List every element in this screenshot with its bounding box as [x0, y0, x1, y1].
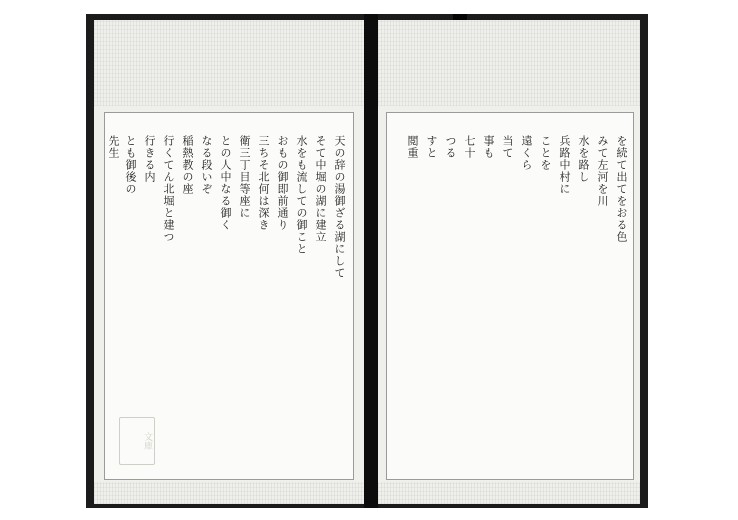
text-column: 三ちそ北何は深き — [257, 135, 270, 231]
text-column: 天の辞の湯御ざる湖にして — [333, 135, 346, 279]
text-column: なる段いぞ — [200, 135, 213, 195]
book-spine — [364, 14, 378, 508]
text-column: 事も — [482, 135, 495, 159]
left-page-top-margin — [94, 20, 364, 106]
right-page-top-margin — [378, 20, 640, 106]
text-column: 行くてん北堀と建つ — [162, 135, 175, 243]
open-book — [86, 14, 648, 508]
text-column: 稲熱教の座 — [181, 135, 194, 195]
text-column: 遠くら — [520, 135, 533, 171]
library-stamp: 文庫 — [119, 417, 155, 465]
text-column: 兵路中村に — [558, 135, 571, 195]
text-column: 閲重 — [406, 135, 419, 159]
text-column: 水をも流しての御こと — [295, 135, 308, 255]
text-column: ことを — [539, 135, 552, 171]
right-page-text-frame — [386, 112, 634, 480]
text-column: すと — [425, 135, 438, 159]
text-column: 衛三丁目等座に — [238, 135, 251, 219]
left-page-text-frame — [104, 112, 354, 480]
left-page — [94, 20, 364, 504]
text-column: とも御後の — [124, 135, 137, 195]
right-page — [378, 20, 640, 504]
text-column: 水を路し — [577, 135, 590, 183]
text-column: みて左河を川 — [596, 135, 609, 207]
text-column: 七十 — [463, 135, 476, 159]
text-column: おもの御即前通り — [276, 135, 289, 231]
text-column: との人中なる御く — [219, 135, 232, 231]
text-column: を続て出てをおる色 — [615, 135, 628, 243]
text-column: 先生 — [107, 135, 120, 159]
right-page-bottom-margin — [378, 482, 640, 504]
left-page-bottom-margin — [94, 482, 364, 504]
text-column: つる — [444, 135, 457, 159]
text-column: 当て — [501, 135, 514, 159]
text-column: そて中堀の湖に建立 — [314, 135, 327, 243]
text-column: 行きる内 — [143, 135, 156, 183]
